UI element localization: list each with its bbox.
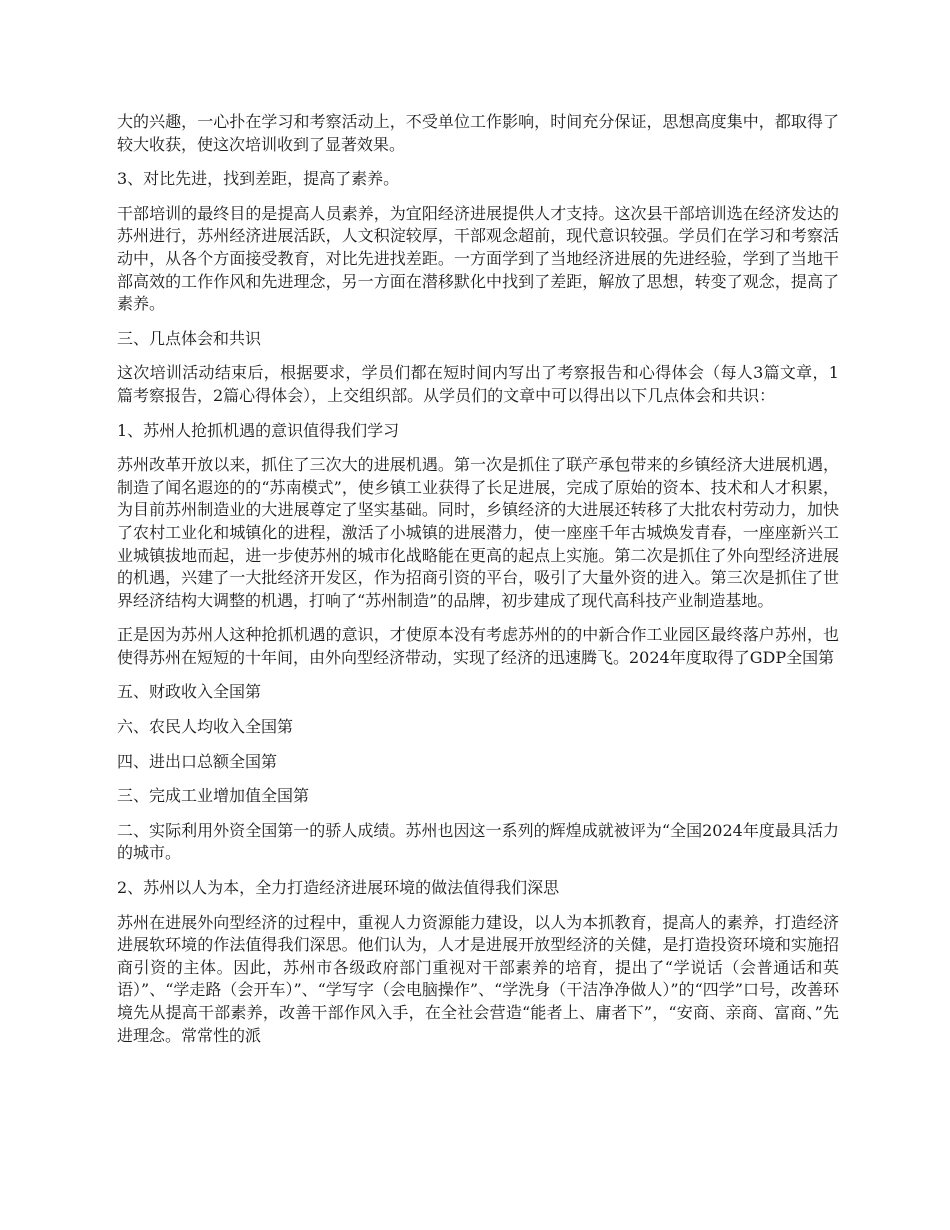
- list-item-fiscal-revenue: 五、财政收入全国第: [117, 682, 262, 702]
- paragraph-human-resources: 苏州在进展外向型经济的过程中，重视人力资源能力建设，以人为本抓教育，提高人的素养，打造经济进展软环境的作法值得我们深思。他们认为，人才是进展开放型经济的关健，是打造投资环境和实施招商引资的主体。因此，苏州市各级政府部门重视对干部素养的培育，提出了“学说话（会普通话和英语）”、“学走路（会开车）”、“学写字（会电脑操作”、“学洗身（干洁净净做人）”的“四学”口号，改善环境先从提高干部素养，改善干部作风入手，在全社会营造“能者上、庸者下”，“安商、亲商、富商、”先进理念。常常性的派: [117, 912, 839, 1045]
- paragraph-opportunity-awareness: 正是因为苏州人这种抢抓机遇的意识，才使原本没有考虑苏州的的中新合作工业园区最终落户苏州，也使得苏州在短短的十年间，由外向型经济带动，实现了经济的迅速腾飞。2024年度取得了GDP全国第: [117, 625, 839, 667]
- heading-section-three: 三、几点体会和共识: [117, 328, 262, 348]
- heading-compare-advanced: 3、对比先进，找到差距，提高了素养。: [117, 169, 400, 189]
- paragraph-interest-focus: 大的兴趣，一心扑在学习和考察活动上，不受单位工作影响，时间充分保证，思想高度集中，都取得了较大收获，使这次培训收到了显著效果。: [117, 112, 839, 154]
- heading-people-oriented: 2、苏州以人为本，全力打造经济进展环境的做法值得我们深思: [117, 878, 560, 898]
- list-item-farmer-income: 六、农民人均收入全国第: [117, 717, 294, 737]
- paragraph-training-goal: 干部培训的最终目的是提高人员素养，为宜阳经济进展提供人才支持。这次县干部培训选在经济发达的苏州进行，苏州经济进展活跃，人文积淀较厚，干部观念超前，现代意识较强。学员们在学习和考察活动中，从各个方面接受教育，对比先进找差距。一方面学到了当地经济进展的先进经验，学到了当地干部高效的工作作风和先进理念，另一方面在潜移默化中找到了差距，解放了思想，转变了观念，提高了素养。: [117, 203, 839, 314]
- list-item-industrial-value: 三、完成工业增加值全国第: [117, 786, 310, 806]
- paragraph-three-opportunities: 苏州改革开放以来，抓住了三次大的进展机遇。第一次是抓住了联产承包带来的乡镇经济大进展机遇，制造了闻名遐迩的的“苏南模式”，使乡镇工业获得了长足进展，完成了原始的资本、技术和人才积累，为目前苏州制造业的大进展尊定了坚实基础。同时，乡镇经济的大进展还转移了大批农村劳动力，加快了农村工业化和城镇化的进程，激活了小城镇的进展潜力，使一座座千年古城焕发青春，一座座新兴工业城镇拔地而起，进一步使苏州的城市化战略能在更高的起点上实施。第二次是抓住了外向型经济进展的机遇，兴建了一大批经济开发区，作为招商引资的平台，吸引了大量外资的进入。第三次是抓住了世界经济结构大调整的机遇，打响了“苏州制造”的品牌，初步建成了现代高科技产业制造基地。: [117, 455, 839, 610]
- document-body: [117, 111, 839, 1059]
- paragraph-foreign-investment: 二、实际利用外资全国第一的骄人成绩。苏州也因这一系列的辉煌成就被评为“全国2024年度最具活力的城市。: [117, 820, 839, 863]
- paragraph-after-training: 这次培训活动结束后，根据要求，学员们都在短时间内写出了考察报告和心得体会（每人3篇文章，1篇考察报告，2篇心得体会），上交组织部。从学员们的文章中可以得出以下几点体会和共识：: [117, 363, 839, 405]
- list-item-import-export: 四、进出口总额全国第: [117, 751, 278, 771]
- heading-seize-opportunity: 1、苏州人抢抓机遇的意识值得我们学习: [117, 420, 400, 440]
